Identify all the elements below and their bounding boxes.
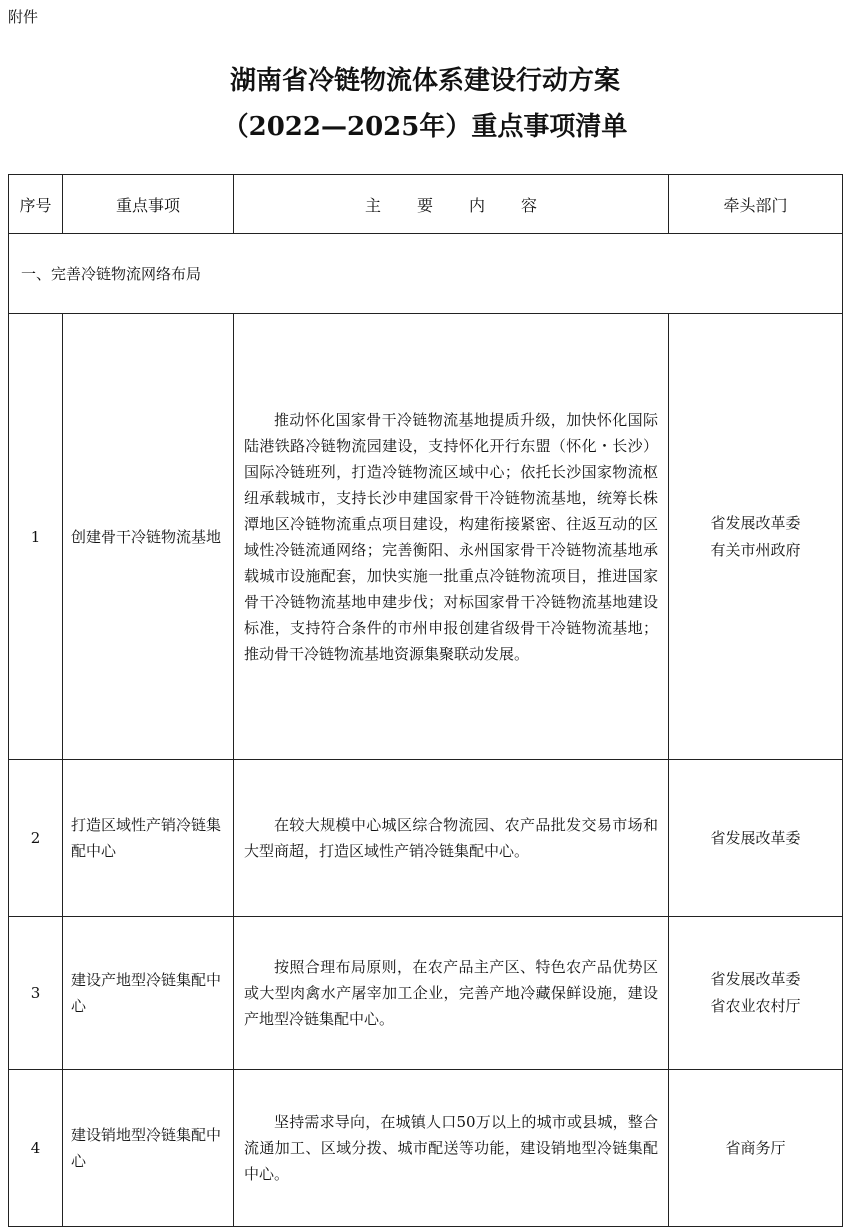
row-num: 4 xyxy=(9,1070,63,1227)
row-dept-line2: 省农业农村厅 xyxy=(710,997,801,1015)
row-content-text: 在较大规模中心城区综合物流园、农产品批发交易市场和大型商超，打造区域性产销冷链集配中心。 xyxy=(244,816,658,860)
table-header-row xyxy=(9,175,843,234)
document-title-line2: （2022—2025年）重点事项清单 xyxy=(222,112,628,142)
section-title: 一、完善冷链物流网络布局 xyxy=(9,234,843,314)
table-row xyxy=(9,760,843,917)
row-item: 创建骨干冷链物流基地 xyxy=(63,314,234,760)
row-dept xyxy=(669,1070,843,1227)
document-title-line1: 湖南省冷链物流体系建设行动方案 xyxy=(229,66,620,96)
header-content: 主要内容 xyxy=(234,175,669,234)
row-dept xyxy=(669,760,843,917)
row-item: 建设产地型冷链集配中心 xyxy=(63,917,234,1070)
row-dept-line1: 省发展改革委 xyxy=(710,970,801,988)
table-row xyxy=(9,314,843,760)
header-dept: 牵头部门 xyxy=(669,175,843,234)
row-dept-line1: 省发展改革委 xyxy=(710,828,801,847)
row-content-text: 推动怀化国家骨干冷链物流基地提质升级，加快怀化国际陆港铁路冷链物流园建设，支持怀化开行东盟（怀化・长沙）国际冷链班列，打造冷链物流区域中心；依托长沙国家物流枢纽承载城市，支持长沙申建国家骨干冷链物流基地，统筹长株潭地区冷链物流重点项目建设，构建衔接紧密、往返互动的区域性冷链流通网络；完善衡阳、永州国家骨干冷链物流基地承载城市设施配套，加快实施一批重点冷链物流项目，推进国家骨干冷链物流基地申建步伐；对标国家骨干冷链物流基地建设标准，支持符合条件的市州申报创建省级骨干冷链物流基地；推动骨干冷链物流基地资源集聚联动发展。 xyxy=(244,410,658,663)
key-items-table xyxy=(8,174,843,1227)
row-content-text: 按照合理布局原则，在农产品主产区、特色农产品优势区或大型肉禽水产屠宰加工企业，完善产地冷藏保鲜设施，建设产地型冷链集配中心。 xyxy=(244,958,658,1028)
section-row xyxy=(9,234,843,314)
row-content xyxy=(234,314,669,760)
header-item: 重点事项 xyxy=(63,175,234,234)
row-content xyxy=(234,760,669,917)
row-content xyxy=(234,1070,669,1227)
row-dept-line1: 省商务厅 xyxy=(725,1138,786,1157)
row-num: 2 xyxy=(9,760,63,917)
attachment-label: 附件 xyxy=(8,8,39,26)
row-dept-line2: 有关市州政府 xyxy=(710,540,801,559)
table-row xyxy=(9,1070,843,1227)
row-content xyxy=(234,917,669,1070)
header-num: 序号 xyxy=(9,175,63,234)
row-dept xyxy=(669,917,843,1070)
row-item: 建设销地型冷链集配中心 xyxy=(63,1070,234,1227)
row-item: 打造区域性产销冷链集配中心 xyxy=(63,760,234,917)
row-content-text: 坚持需求导向，在城镇人口50万以上的城市或县城，整合流通加工、区域分拨、城市配送等功能，建设销地型冷链集配中心。 xyxy=(244,1113,658,1183)
row-num: 3 xyxy=(9,917,63,1070)
row-dept-line1: 省发展改革委 xyxy=(710,513,801,532)
row-num: 1 xyxy=(9,314,63,760)
table-row xyxy=(9,917,843,1070)
row-dept xyxy=(669,314,843,760)
